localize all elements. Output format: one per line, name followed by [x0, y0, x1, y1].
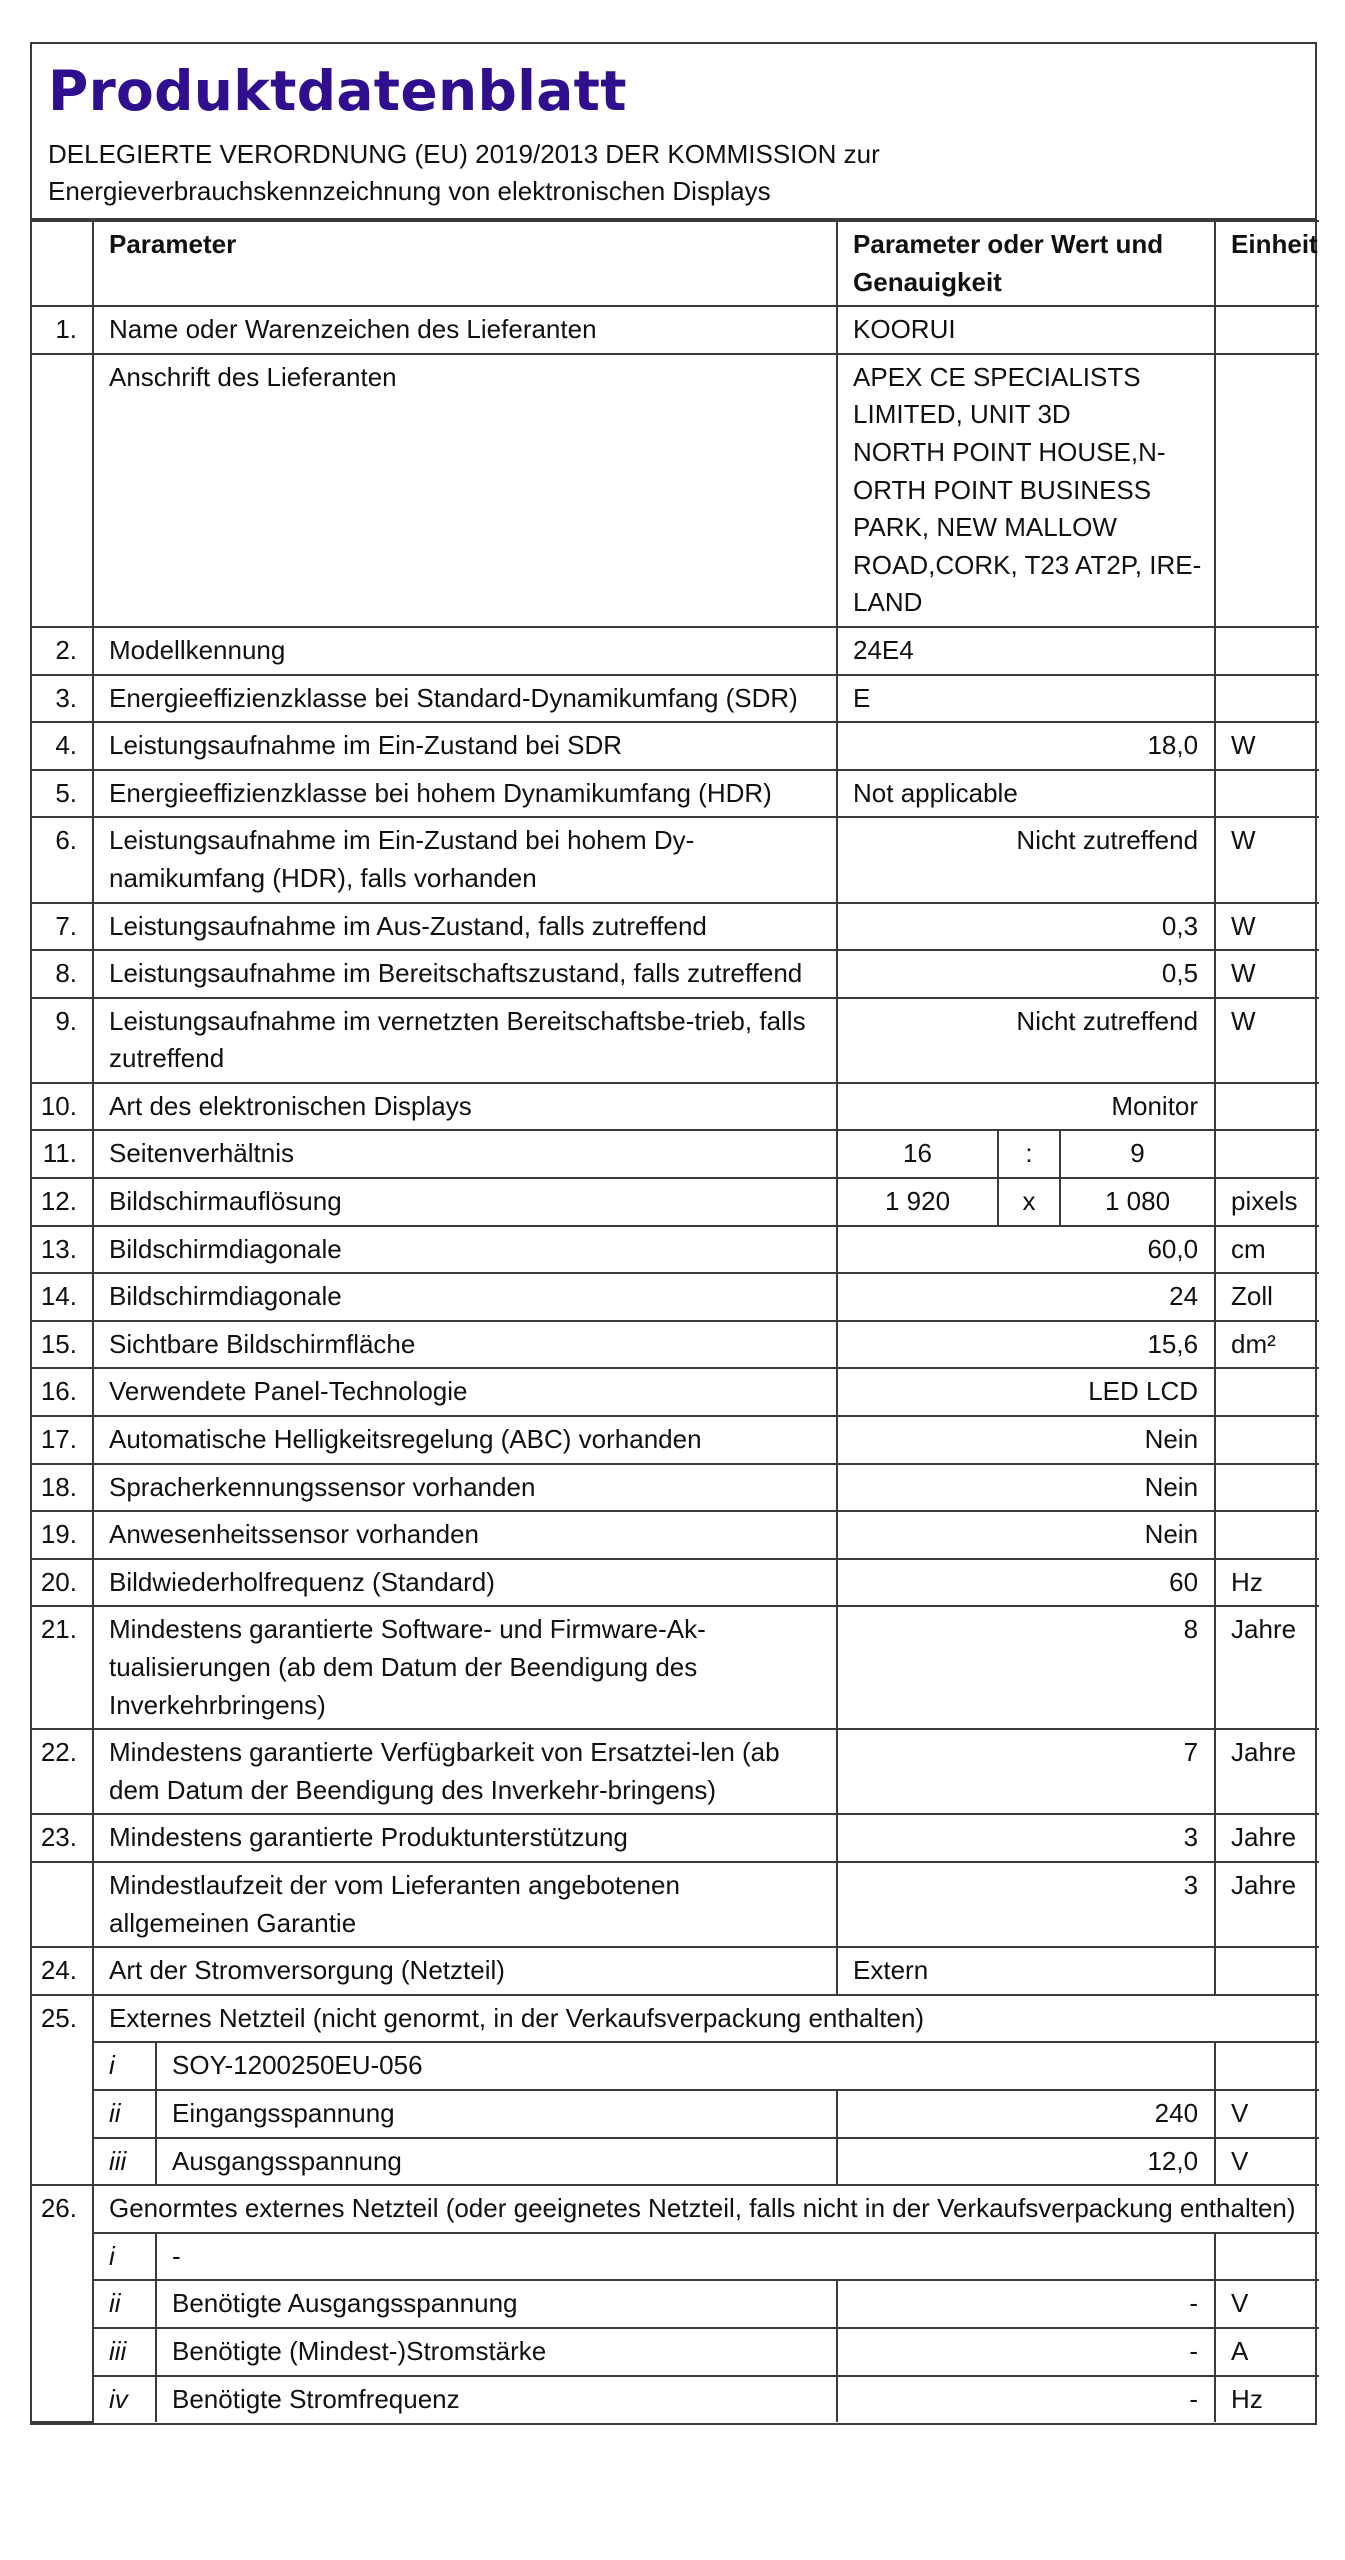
row-number: 23. [32, 1814, 93, 1862]
row-number: 20. [32, 1559, 93, 1607]
unit-cell: Jahre [1215, 1862, 1319, 1947]
unit-cell [1215, 1464, 1319, 1512]
unit-cell: W [1215, 950, 1319, 998]
parameter-value: APEX CE SPECIALISTS LIMITED, UNIT 3D NORTH POINT HOUSE,N- ORTH POINT BUSINESS PARK, NEW MALLOW ROAD,CORK, T23 AT2P, IRE- LAND [837, 354, 1215, 627]
table-row [32, 306, 1319, 354]
psu-item-label: Ausgangsspannung [156, 2138, 837, 2186]
unit-cell [1215, 2042, 1319, 2090]
parameter-label: Name oder Warenzeichen des Lieferanten [93, 306, 837, 354]
unit-cell [1215, 354, 1319, 627]
value-part-1: 16 [837, 1130, 998, 1178]
table-row [32, 1273, 1319, 1321]
parameter-label: Mindestens garantierte Software- und Firmware-Ak-tualisierungen (ab dem Datum der Beendigung des Inverkehrbringens) [93, 1606, 837, 1729]
table-row [32, 817, 1319, 902]
unit-cell: W [1215, 903, 1319, 951]
psu-item-label: - [156, 2233, 1215, 2281]
parameter-label: Bildschirmauflösung [93, 1178, 837, 1226]
roman-index: iii [93, 2328, 156, 2376]
parameter-value: KOORUI [837, 306, 1215, 354]
row-number: 16. [32, 1368, 93, 1416]
table-row [32, 1729, 1319, 1814]
parameter-table-body [32, 221, 1319, 2422]
row-number: 13. [32, 1226, 93, 1274]
row-number: 15. [32, 1321, 93, 1369]
parameter-value: 24 [837, 1273, 1215, 1321]
table-row [32, 1368, 1319, 1416]
table-row [32, 1178, 1319, 1226]
table-row [32, 722, 1319, 770]
row-number [32, 1862, 93, 1947]
parameter-value: Nein [837, 1464, 1215, 1512]
row-number: 25. [32, 1995, 93, 2185]
parameter-label: Leistungsaufnahme im Bereitschaftszustand, falls zutreffend [93, 950, 837, 998]
parameter-label: Leistungsaufnahme im Ein-Zustand bei hohem Dy-namikumfang (HDR), falls vorhanden [93, 817, 837, 902]
unit-cell: Hz [1215, 2376, 1319, 2423]
psu-item-row [32, 2376, 1319, 2423]
parameter-value: 60,0 [837, 1226, 1215, 1274]
row-number: 12. [32, 1178, 93, 1226]
row-number: 10. [32, 1083, 93, 1131]
parameter-value: Not applicable [837, 770, 1215, 818]
parameter-label: Mindestlaufzeit der vom Lieferanten angebotenen allgemeinen Garantie [93, 1862, 837, 1947]
table-row [32, 1130, 1319, 1178]
parameter-label: Modellkennung [93, 627, 837, 675]
unit-cell: Zoll [1215, 1273, 1319, 1321]
psu-heading-row [32, 2185, 1319, 2233]
table-row [32, 675, 1319, 723]
table-row [32, 1416, 1319, 1464]
row-number: 21. [32, 1606, 93, 1729]
table-row [32, 1606, 1319, 1729]
table-row [32, 1464, 1319, 1512]
value-separator: x [998, 1178, 1060, 1226]
roman-index: i [93, 2233, 156, 2281]
roman-index: ii [93, 2090, 156, 2138]
parameter-value: Nicht zutreffend [837, 998, 1215, 1083]
parameter-value: 24E4 [837, 627, 1215, 675]
parameter-label: Mindestens garantierte Produktunterstützung [93, 1814, 837, 1862]
psu-item-row [32, 2233, 1319, 2281]
parameter-value: Extern [837, 1947, 1215, 1995]
unit-cell [1215, 1130, 1319, 1178]
parameter-value: 7 [837, 1729, 1215, 1814]
psu-item-label: Benötigte Stromfrequenz [156, 2376, 837, 2423]
parameter-value: Monitor [837, 1083, 1215, 1131]
page-title: Produktdatenblatt [48, 59, 627, 123]
table-row [32, 770, 1319, 818]
unit-cell: W [1215, 998, 1319, 1083]
parameter-label: Automatische Helligkeitsregelung (ABC) vorhanden [93, 1416, 837, 1464]
table-row [32, 1814, 1319, 1862]
row-number: 18. [32, 1464, 93, 1512]
table-row [32, 1511, 1319, 1559]
parameter-value: 18,0 [837, 722, 1215, 770]
row-number: 4. [32, 722, 93, 770]
row-number: 22. [32, 1729, 93, 1814]
table-row [32, 1559, 1319, 1607]
unit-cell [1215, 306, 1319, 354]
parameter-label: Art des elektronischen Displays [93, 1083, 837, 1131]
regulation-subtitle: DELEGIERTE VERORDNUNG (EU) 2019/2013 DER KOMMISSION zur Energieverbrauchskennzeichnung von elektronischen Displays [48, 139, 880, 206]
parameter-label: Spracherkennungssensor vorhanden [93, 1464, 837, 1512]
row-number: 3. [32, 675, 93, 723]
unit-cell [1215, 675, 1319, 723]
unit-cell: pixels [1215, 1178, 1319, 1226]
psu-item-label: SOY-1200250EU-056 [156, 2042, 1215, 2090]
parameter-label: Bildschirmdiagonale [93, 1226, 837, 1274]
parameter-value: Nicht zutreffend [837, 817, 1215, 902]
parameter-value: Nein [837, 1511, 1215, 1559]
unit-cell [1215, 627, 1319, 675]
parameter-label: Energieeffizienzklasse bei hohem Dynamikumfang (HDR) [93, 770, 837, 818]
table-row [32, 627, 1319, 675]
product-data-sheet [30, 42, 1317, 2425]
psu-item-value: - [837, 2280, 1215, 2328]
row-number: 9. [32, 998, 93, 1083]
parameter-label: Mindestens garantierte Verfügbarkeit von Ersatztei-len (ab dem Datum der Beendigung des Inverkehr-bringens) [93, 1729, 837, 1814]
parameter-label: Leistungsaufnahme im Aus-Zustand, falls zutreffend [93, 903, 837, 951]
parameter-value: 0,3 [837, 903, 1215, 951]
roman-index: iii [93, 2138, 156, 2186]
row-number: 6. [32, 817, 93, 902]
parameter-value: 3 [837, 1814, 1215, 1862]
row-number: 17. [32, 1416, 93, 1464]
unit-cell [1215, 1083, 1319, 1131]
value-part-2: 9 [1060, 1130, 1215, 1178]
psu-item-row [32, 2090, 1319, 2138]
value-separator: : [998, 1130, 1060, 1178]
row-number: 14. [32, 1273, 93, 1321]
unit-cell: W [1215, 817, 1319, 902]
roman-index: i [93, 2042, 156, 2090]
header-number-cell [32, 221, 93, 306]
parameter-label: Verwendete Panel-Technologie [93, 1368, 837, 1416]
unit-cell [1215, 2233, 1319, 2281]
parameter-label: Anwesenheitssensor vorhanden [93, 1511, 837, 1559]
row-number: 2. [32, 627, 93, 675]
sheet-header [32, 44, 1315, 220]
parameter-value: 3 [837, 1862, 1215, 1947]
unit-cell: V [1215, 2280, 1319, 2328]
header-parameter: Parameter [93, 221, 837, 306]
psu-item-row [32, 2328, 1319, 2376]
parameter-label: Bildwiederholfrequenz (Standard) [93, 1559, 837, 1607]
unit-cell [1215, 1511, 1319, 1559]
parameter-value: Nein [837, 1416, 1215, 1464]
unit-cell: Jahre [1215, 1814, 1319, 1862]
parameter-label: Sichtbare Bildschirmfläche [93, 1321, 837, 1369]
psu-item-label: Benötigte Ausgangsspannung [156, 2280, 837, 2328]
header-value: Parameter oder Wert und Genauigkeit [837, 221, 1215, 306]
psu-item-row [32, 2042, 1319, 2090]
parameter-label: Bildschirmdiagonale [93, 1273, 837, 1321]
roman-index: ii [93, 2280, 156, 2328]
unit-cell: Jahre [1215, 1606, 1319, 1729]
psu-item-value: 240 [837, 2090, 1215, 2138]
parameter-value: 15,6 [837, 1321, 1215, 1369]
parameter-label: Leistungsaufnahme im Ein-Zustand bei SDR [93, 722, 837, 770]
parameter-table [32, 220, 1319, 2423]
psu-item-value: - [837, 2328, 1215, 2376]
psu-item-value: 12,0 [837, 2138, 1215, 2186]
table-row [32, 354, 1319, 627]
row-number: 19. [32, 1511, 93, 1559]
row-number: 11. [32, 1130, 93, 1178]
table-row [32, 1083, 1319, 1131]
roman-index: iv [93, 2376, 156, 2423]
table-header-row [32, 221, 1319, 306]
unit-cell [1215, 770, 1319, 818]
table-row [32, 950, 1319, 998]
row-number: 8. [32, 950, 93, 998]
row-number [32, 354, 93, 627]
parameter-value: 60 [837, 1559, 1215, 1607]
parameter-value: 0,5 [837, 950, 1215, 998]
unit-cell: Jahre [1215, 1729, 1319, 1814]
psu-heading-label: Genormtes externes Netzteil (oder geeignetes Netzteil, falls nicht in der Verkaufsverpackung enthalten) [93, 2185, 1319, 2233]
table-row [32, 1947, 1319, 1995]
table-row [32, 998, 1319, 1083]
psu-item-value: - [837, 2376, 1215, 2423]
row-number: 1. [32, 306, 93, 354]
parameter-label: Leistungsaufnahme im vernetzten Bereitschaftsbe-trieb, falls zutreffend [93, 998, 837, 1083]
unit-cell: V [1215, 2090, 1319, 2138]
psu-heading-label: Externes Netzteil (nicht genormt, in der Verkaufsverpackung enthalten) [93, 1995, 1319, 2043]
unit-cell [1215, 1416, 1319, 1464]
unit-cell: V [1215, 2138, 1319, 2186]
unit-cell: cm [1215, 1226, 1319, 1274]
header-unit: Einheit [1215, 221, 1319, 306]
psu-item-row [32, 2280, 1319, 2328]
table-row [32, 1226, 1319, 1274]
parameter-label: Art der Stromversorgung (Netzteil) [93, 1947, 837, 1995]
unit-cell: dm² [1215, 1321, 1319, 1369]
psu-item-label: Eingangsspannung [156, 2090, 837, 2138]
row-number: 24. [32, 1947, 93, 1995]
row-number: 7. [32, 903, 93, 951]
parameter-value: 8 [837, 1606, 1215, 1729]
psu-item-label: Benötigte (Mindest-)Stromstärke [156, 2328, 837, 2376]
unit-cell: W [1215, 722, 1319, 770]
table-row [32, 1862, 1319, 1947]
row-number: 26. [32, 2185, 93, 2422]
unit-cell [1215, 1368, 1319, 1416]
unit-cell: Hz [1215, 1559, 1319, 1607]
value-part-2: 1 080 [1060, 1178, 1215, 1226]
psu-heading-row [32, 1995, 1319, 2043]
parameter-label: Seitenverhältnis [93, 1130, 837, 1178]
table-row [32, 903, 1319, 951]
parameter-value: LED LCD [837, 1368, 1215, 1416]
parameter-label: Energieeffizienzklasse bei Standard-Dynamikumfang (SDR) [93, 675, 837, 723]
value-part-1: 1 920 [837, 1178, 998, 1226]
psu-item-row [32, 2138, 1319, 2186]
unit-cell [1215, 1947, 1319, 1995]
unit-cell: A [1215, 2328, 1319, 2376]
table-row [32, 1321, 1319, 1369]
row-number: 5. [32, 770, 93, 818]
parameter-label: Anschrift des Lieferanten [93, 354, 837, 627]
parameter-value: E [837, 675, 1215, 723]
